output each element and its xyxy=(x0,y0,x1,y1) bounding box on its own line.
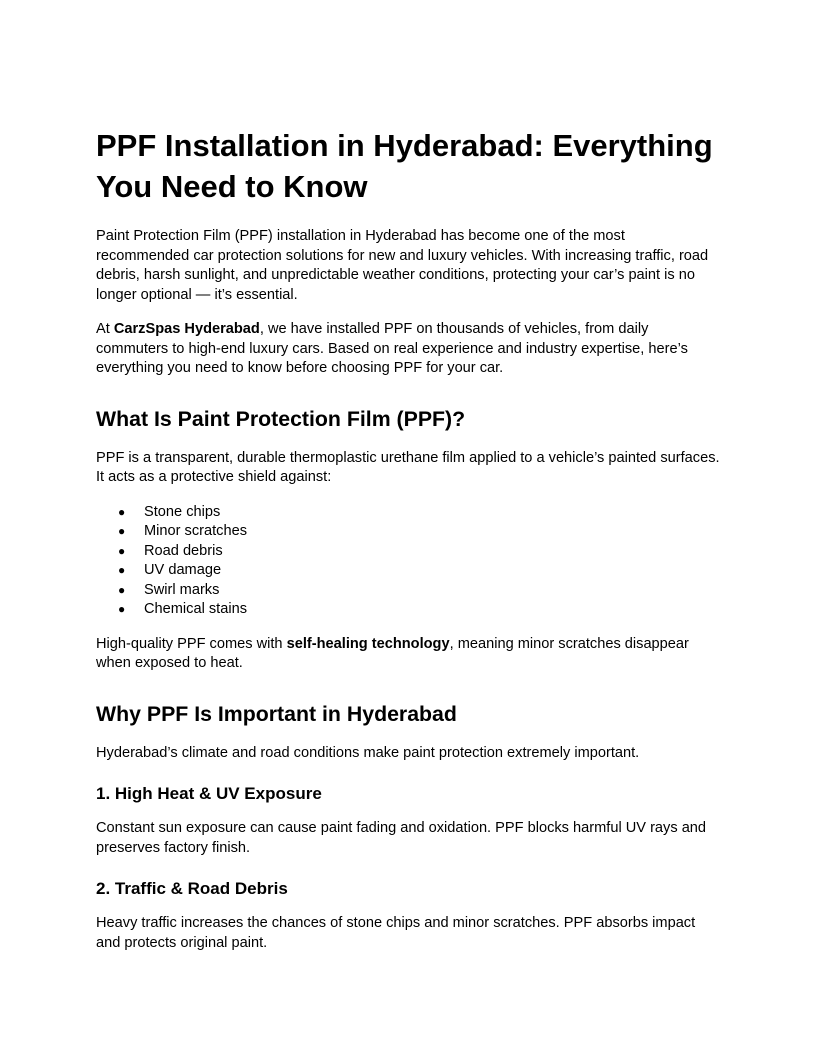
subsection-traffic-heading: 2. Traffic & Road Debris xyxy=(96,879,288,898)
section-why-paragraph-1: Hyderabad’s climate and road conditions make paint protection extremely important. xyxy=(96,744,640,761)
bullet-icon: ● xyxy=(118,602,126,616)
section-what-paragraph-1: PPF is a transparent, durable thermoplastic urethane film applied to a vehicle’s painted surfaces. It acts as a protective shield against: xyxy=(96,449,720,485)
bullet-icon: ● xyxy=(118,543,126,558)
bullet-icon: ● xyxy=(118,524,126,538)
list-item: ● UV damage xyxy=(96,561,720,581)
list-item: ● Chemical stains xyxy=(96,600,720,620)
section-what-heading: What Is Paint Protection Film (PPF)? xyxy=(96,406,466,431)
self-healing-term: self-healing technology xyxy=(286,635,450,652)
page-title: PPF Installation in Hyderabad: Everything You Need to Know xyxy=(96,128,713,204)
intro-p2-before: At xyxy=(96,321,114,337)
bullet-icon: ● xyxy=(118,563,126,577)
intro-p2-after: , we have installed PPF on thousands of vehicles, from daily commuters to high-end luxury cars. Based on real experience and industry expertise, here’s everything you need to know before choosing PPF for your car. xyxy=(96,321,688,376)
bullet-icon: ● xyxy=(118,504,126,519)
bullet-icon: ● xyxy=(118,582,126,597)
section-what-paragraph-2: High-quality PPF comes with self-healing technology, meaning minor scratches disappear when exposed to heat. xyxy=(96,635,689,671)
list-item: ● Swirl marks xyxy=(96,581,720,601)
list-item: ● Stone chips xyxy=(96,503,720,523)
subsection-traffic-body: Heavy traffic increases the chances of stone chips and minor scratches. PPF absorbs impact and protects original paint. xyxy=(96,915,696,951)
brand-name: CarzSpas Hyderabad xyxy=(113,321,260,337)
list-item: ● Road debris xyxy=(96,542,720,562)
subsection-heat-heading: 1. High Heat & UV Exposure xyxy=(96,784,322,803)
intro-paragraph-2 xyxy=(96,320,720,379)
subsection-heat-body: Constant sun exposure can cause paint fading and oxidation. PPF blocks harmful UV rays and preserves factory finish. xyxy=(96,820,707,856)
section-why-heading: Why PPF Is Important in Hyderabad xyxy=(96,701,457,726)
list-item: ● Minor scratches xyxy=(96,522,720,542)
protection-list xyxy=(96,503,720,620)
intro-paragraph-1: Paint Protection Film (PPF) installation in Hyderabad has become one of the most recommended car protection solutions for new and luxury vehicles. With increasing traffic, road debris, harsh sunlight, and unpredictable weather conditions, protecting your car’s paint is no longer optional — it’s essential. xyxy=(96,228,709,303)
